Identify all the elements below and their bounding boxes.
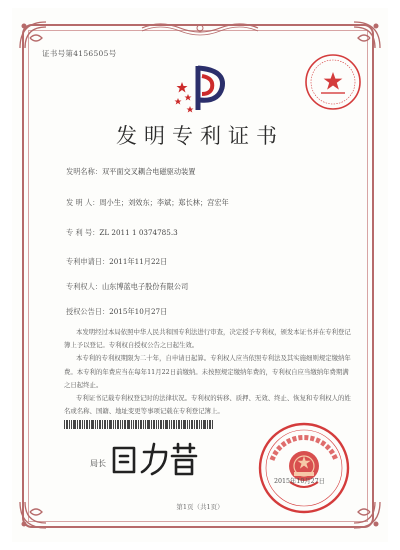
field-label: 发 明 人： <box>66 198 100 207</box>
certificate-title: 发明专利证书 <box>116 124 284 148</box>
field-value: 2011年11月22日 <box>109 257 168 266</box>
top-ornament-icon <box>140 20 260 36</box>
director-label: 局长 <box>90 459 106 468</box>
body-paragraph: 本发明经过本局依照中华人民共和国专利法进行审查，决定授予专利权，颁发本证书并在专利登记簿上予以登记。专利权自授权公告之日起生效。 <box>64 328 351 350</box>
certificate-sheet <box>12 8 388 542</box>
field-grant-date <box>66 307 167 317</box>
corner-ornament-icon <box>350 18 384 52</box>
barcode-icon <box>64 420 214 429</box>
field-inventors <box>66 198 229 208</box>
national-emblem-seal-icon <box>258 422 350 514</box>
issue-date: 2015年10月27日 <box>274 478 325 485</box>
field-value: 山东博蓝电子股份有限公司 <box>101 282 189 291</box>
corner-ornament-icon <box>16 18 50 52</box>
certificate-number: 证书号第4156505号 <box>42 49 117 58</box>
director-signature-icon <box>108 438 198 478</box>
field-label: 授权公告日： <box>66 307 110 316</box>
body-paragraph: 本专利的专利权期限为二十年，自申请日起算。专利权人应当依照专利法及其实施细则规定缴纳年费。本专利的年费应当在每年11月22日前缴纳。未按照规定缴纳年费的，专利权自应当缴纳年费期满之日起终止。 <box>64 354 351 389</box>
field-value: 双平面交叉耦合电磁驱动装置 <box>101 167 196 176</box>
field-application-date <box>66 257 167 267</box>
field-label: 专 利 号： <box>66 228 100 237</box>
field-value: 2015年10月27日 <box>109 307 168 316</box>
body-paragraph: 专利证书记载专利权登记时的法律状况。专利权的转移、质押、无效、终止、恢复和专利权人的姓名或名称、国籍、地址变更等事项记载在专利登记簿上。 <box>64 394 351 416</box>
field-label: 专利权人： <box>66 282 102 291</box>
field-value: 周小生；刘效东；李斌；郑长林；宫宏年 <box>99 198 229 207</box>
field-invention-name <box>66 167 195 177</box>
field-label: 发明名称： <box>66 167 102 176</box>
field-label: 专利申请日： <box>66 257 110 266</box>
field-value: ZL 2011 1 0374785.3 <box>99 228 178 237</box>
page-number: 第1页（共1页） <box>176 503 224 511</box>
sipo-logo-icon <box>170 60 230 118</box>
certificate-body <box>64 326 354 418</box>
field-patent-number <box>66 228 178 238</box>
field-patentee <box>66 282 188 292</box>
patent-seal-icon <box>303 52 363 112</box>
